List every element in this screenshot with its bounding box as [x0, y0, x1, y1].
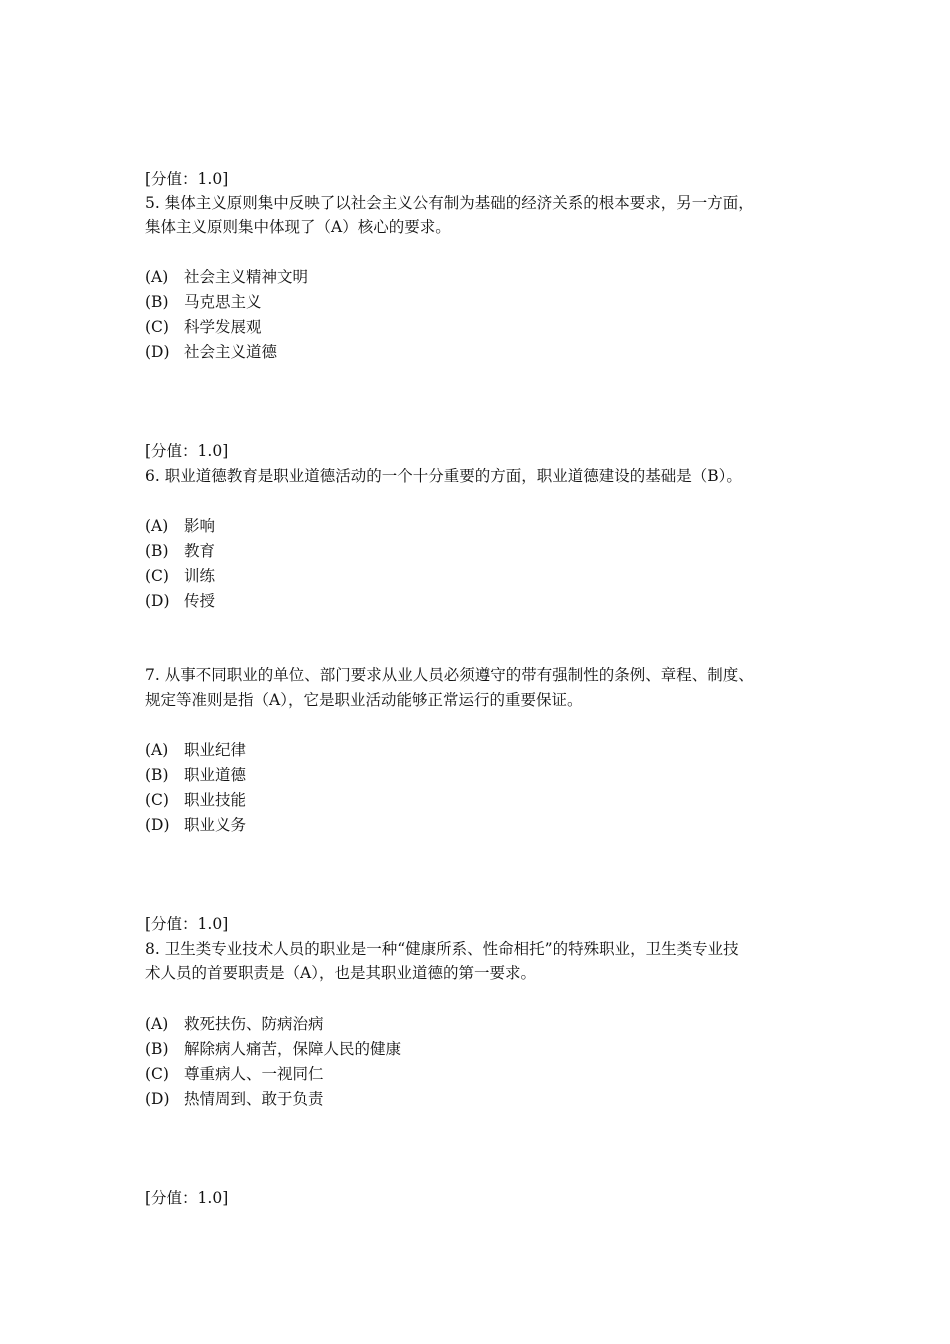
- option-item: [145, 764, 246, 786]
- option-item: [145, 316, 262, 338]
- option-letter: (B): [145, 1040, 169, 1058]
- option-letter: (C): [145, 1065, 169, 1083]
- option-item: [145, 1038, 401, 1060]
- option-text: 职业义务: [184, 816, 247, 834]
- option-item: [145, 590, 215, 612]
- option-letter: (C): [145, 791, 169, 809]
- question-text: 5. 集体主义原则集中反映了以社会主义公有制为基础的经济关系的根本要求，另一方面，: [145, 194, 754, 212]
- question-text: 集体主义原则集中体现了（A）核心的要求。: [145, 218, 451, 236]
- score-label: [分值：1.0]: [145, 442, 229, 460]
- option-item: [145, 515, 215, 537]
- option-letter: (D): [145, 343, 170, 361]
- option-letter: (A): [145, 517, 169, 535]
- question-text: 术人员的首要职责是（A），也是其职业道德的第一要求。: [145, 964, 536, 982]
- option-text: 救死扶伤、防病治病: [184, 1015, 324, 1033]
- option-item: [145, 266, 308, 288]
- option-text: 职业道德: [184, 766, 247, 784]
- option-item: [145, 814, 246, 836]
- option-letter: (D): [145, 1090, 170, 1108]
- option-item: [145, 1088, 324, 1110]
- option-text: 传授: [184, 592, 216, 610]
- option-text: 热情周到、敢于负责: [184, 1090, 324, 1108]
- option-text: 社会主义精神文明: [184, 268, 309, 286]
- option-item: [145, 1063, 324, 1085]
- option-text: 职业纪律: [184, 741, 247, 759]
- option-letter: (A): [145, 268, 169, 286]
- score-label: [分值：1.0]: [145, 915, 229, 933]
- option-letter: (B): [145, 766, 169, 784]
- score-label: [分值：1.0]: [145, 1189, 229, 1207]
- option-item: [145, 341, 277, 363]
- option-letter: (C): [145, 318, 169, 336]
- option-text: 影响: [184, 517, 216, 535]
- option-letter: (B): [145, 293, 169, 311]
- option-text: 尊重病人、一视同仁: [184, 1065, 324, 1083]
- question-text: 6. 职业道德教育是职业道德活动的一个十分重要的方面，职业道德建设的基础是（B）。: [145, 467, 742, 485]
- option-text: 训练: [184, 567, 216, 585]
- option-text: 社会主义道德: [184, 343, 278, 361]
- option-text: 教育: [184, 542, 216, 560]
- score-label: [分值：1.0]: [145, 170, 229, 188]
- option-item: [145, 291, 262, 313]
- option-letter: (A): [145, 1015, 169, 1033]
- option-text: 职业技能: [184, 791, 247, 809]
- option-text: 科学发展观: [184, 318, 262, 336]
- question-text: 7. 从事不同职业的单位、部门要求从业人员必须遵守的带有强制性的条例、章程、制度、: [145, 666, 754, 684]
- option-text: 马克思主义: [184, 293, 262, 311]
- option-item: [145, 540, 215, 562]
- option-letter: (B): [145, 542, 169, 560]
- option-item: [145, 789, 246, 811]
- option-item: [145, 739, 246, 761]
- option-letter: (D): [145, 592, 170, 610]
- question-text: 规定等准则是指（A），它是职业活动能够正常运行的重要保证。: [145, 691, 583, 709]
- option-letter: (A): [145, 741, 169, 759]
- option-item: [145, 565, 215, 587]
- option-letter: (C): [145, 567, 169, 585]
- question-text: 8. 卫生类专业技术人员的职业是一种“健康所系、性命相托”的特殊职业，卫生类专业技: [145, 940, 739, 958]
- option-letter: (D): [145, 816, 170, 834]
- option-item: [145, 1013, 324, 1035]
- option-text: 解除病人痛苦，保障人民的健康: [184, 1040, 402, 1058]
